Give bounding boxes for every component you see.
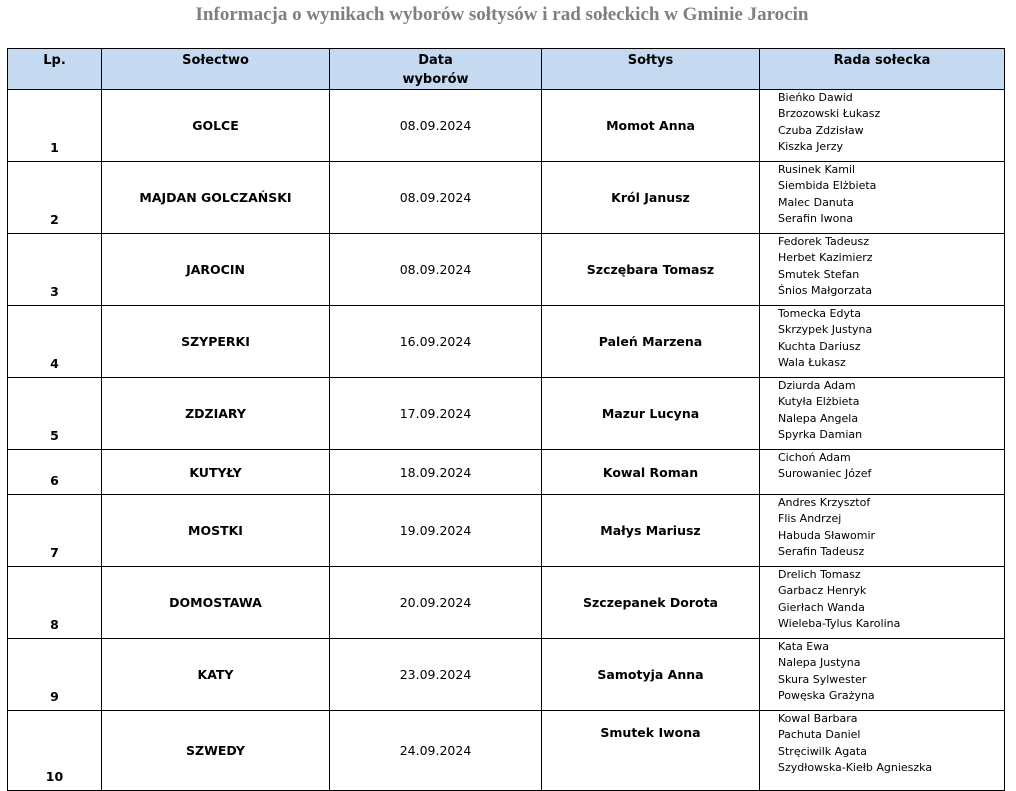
rada-member: Bieńko Dawid [778,91,853,104]
rada-member: Kutyła Elżbieta [778,395,860,409]
solectwo-cell: JAROCIN [102,234,330,306]
rada-member: Szydłowska-Kiełb Agnieszka [778,761,933,775]
row-number: 6 [8,450,102,495]
row-number: 2 [8,162,102,234]
rada-solecka-cell [760,162,1005,234]
rada-member: Fedorek Tadeusz [778,235,869,248]
rada-member: Malec Danuta [778,195,854,209]
table-body [8,90,1005,791]
soltys-cell: Szczepanek Dorota [542,567,760,639]
rada-member: Serafin Tadeusz [778,545,865,559]
rada-member: Tomecka Edyta [778,307,862,320]
header-rada: Rada sołecka [760,49,1005,90]
results-table [7,48,1005,791]
table-row [8,711,1005,791]
solectwo-cell: SZWEDY [102,711,330,791]
rada-member: Kuchta Dariusz [778,339,861,353]
rada-member: Kiszka Jerzy [778,140,844,154]
soltys-cell: Małys Mariusz [542,495,760,567]
rada-member: Gierłach Wanda [778,600,865,614]
rada-member: Garbacz Henryk [778,584,867,598]
header-data-line1: Data [418,53,453,68]
rada-member: Kata Ewa [778,640,829,653]
rada-solecka-cell [760,711,1005,791]
rada-member: Brzozowski Łukasz [778,107,881,121]
soltys-cell: Mazur Lucyna [542,378,760,450]
soltys-cell: Momot Anna [542,90,760,162]
rada-solecka-cell [760,495,1005,567]
rada-member: Nalepa Justyna [778,656,861,670]
rada-member: Rusinek Kamil [778,163,856,176]
rada-member: Spyrka Damian [778,428,863,442]
row-number: 4 [8,306,102,378]
election-date-cell: 08.09.2024 [330,90,542,162]
rada-member: Drelich Tomasz [778,568,861,581]
rada-member: Skrzypek Justyna [778,323,873,337]
header-data-line2: wyborów [402,72,469,87]
header-lp: Lp. [8,49,102,90]
rada-member: Kowal Barbara [778,712,858,725]
rada-member: Siembida Elżbieta [778,179,877,193]
rada-member: Serafin Iwona [778,212,854,226]
header-data [330,49,542,90]
solectwo-cell: ZDZIARY [102,378,330,450]
solectwo-cell: MAJDAN GOLCZAŃSKI [102,162,330,234]
rada-solecka-cell [760,234,1005,306]
solectwo-cell: MOSTKI [102,495,330,567]
soltys-cell: Król Janusz [542,162,760,234]
row-number: 3 [8,234,102,306]
solectwo-cell: SZYPERKI [102,306,330,378]
row-number: 5 [8,378,102,450]
table-row [8,90,1005,162]
rada-member: Nalepa Angela [778,411,859,425]
soltys-cell: Szczębara Tomasz [542,234,760,306]
rada-member: Smutek Stefan [778,267,860,281]
rada-member: Śnios Małgorzata [778,284,873,298]
table-row [8,234,1005,306]
rada-solecka-cell [760,450,1005,495]
rada-member: Surowaniec Józef [778,467,872,481]
rada-member: Cichoń Adam [778,451,851,464]
soltys-cell: Smutek Iwona [542,711,760,791]
table-row [8,567,1005,639]
row-number: 7 [8,495,102,567]
row-number: 8 [8,567,102,639]
table-row [8,639,1005,711]
rada-member: Czuba Zdzisław [778,123,864,137]
election-date-cell: 08.09.2024 [330,234,542,306]
rada-solecka-cell [760,378,1005,450]
election-date-cell: 24.09.2024 [330,711,542,791]
election-date-cell: 18.09.2024 [330,450,542,495]
election-date-cell: 08.09.2024 [330,162,542,234]
soltys-cell: Paleń Marzena [542,306,760,378]
rada-solecka-cell [760,90,1005,162]
rada-member: Herbet Kazimierz [778,251,873,265]
row-number: 1 [8,90,102,162]
rada-solecka-cell [760,306,1005,378]
header-soltys: Sołtys [542,49,760,90]
solectwo-cell: GOLCE [102,90,330,162]
rada-member: Stręciwilk Agata [778,744,867,758]
election-date-cell: 23.09.2024 [330,639,542,711]
page-title: Informacja o wynikach wyborów sołtysów i rad sołeckich w Gminie Jarocin [195,4,809,25]
election-date-cell: 19.09.2024 [330,495,542,567]
election-date-cell: 20.09.2024 [330,567,542,639]
table-row [8,495,1005,567]
rada-member: Andres Krzysztof [778,496,871,509]
table-row [8,162,1005,234]
election-date-cell: 17.09.2024 [330,378,542,450]
row-number: 10 [8,711,102,791]
table-row [8,378,1005,450]
header-solectwo: Sołectwo [102,49,330,90]
table-header-row [8,49,1005,90]
rada-member: Skura Sylwester [778,672,867,686]
rada-member: Wieleba-Tylus Karolina [778,617,901,631]
row-number: 9 [8,639,102,711]
table-row [8,306,1005,378]
solectwo-cell: KATY [102,639,330,711]
rada-member: Habuda Sławomir [778,528,876,542]
election-date-cell: 16.09.2024 [330,306,542,378]
rada-solecka-cell [760,639,1005,711]
solectwo-cell: DOMOSTAWA [102,567,330,639]
soltys-cell: Samotyja Anna [542,639,760,711]
solectwo-cell: KUTYŁY [102,450,330,495]
rada-solecka-cell [760,567,1005,639]
rada-member: Wala Łukasz [778,356,846,370]
table-row [8,450,1005,495]
soltys-cell: Kowal Roman [542,450,760,495]
rada-member: Dziurda Adam [778,379,856,392]
rada-member: Powęska Grażyna [778,689,875,703]
rada-member: Flis Andrzej [778,512,842,526]
rada-member: Pachuta Daniel [778,728,861,742]
